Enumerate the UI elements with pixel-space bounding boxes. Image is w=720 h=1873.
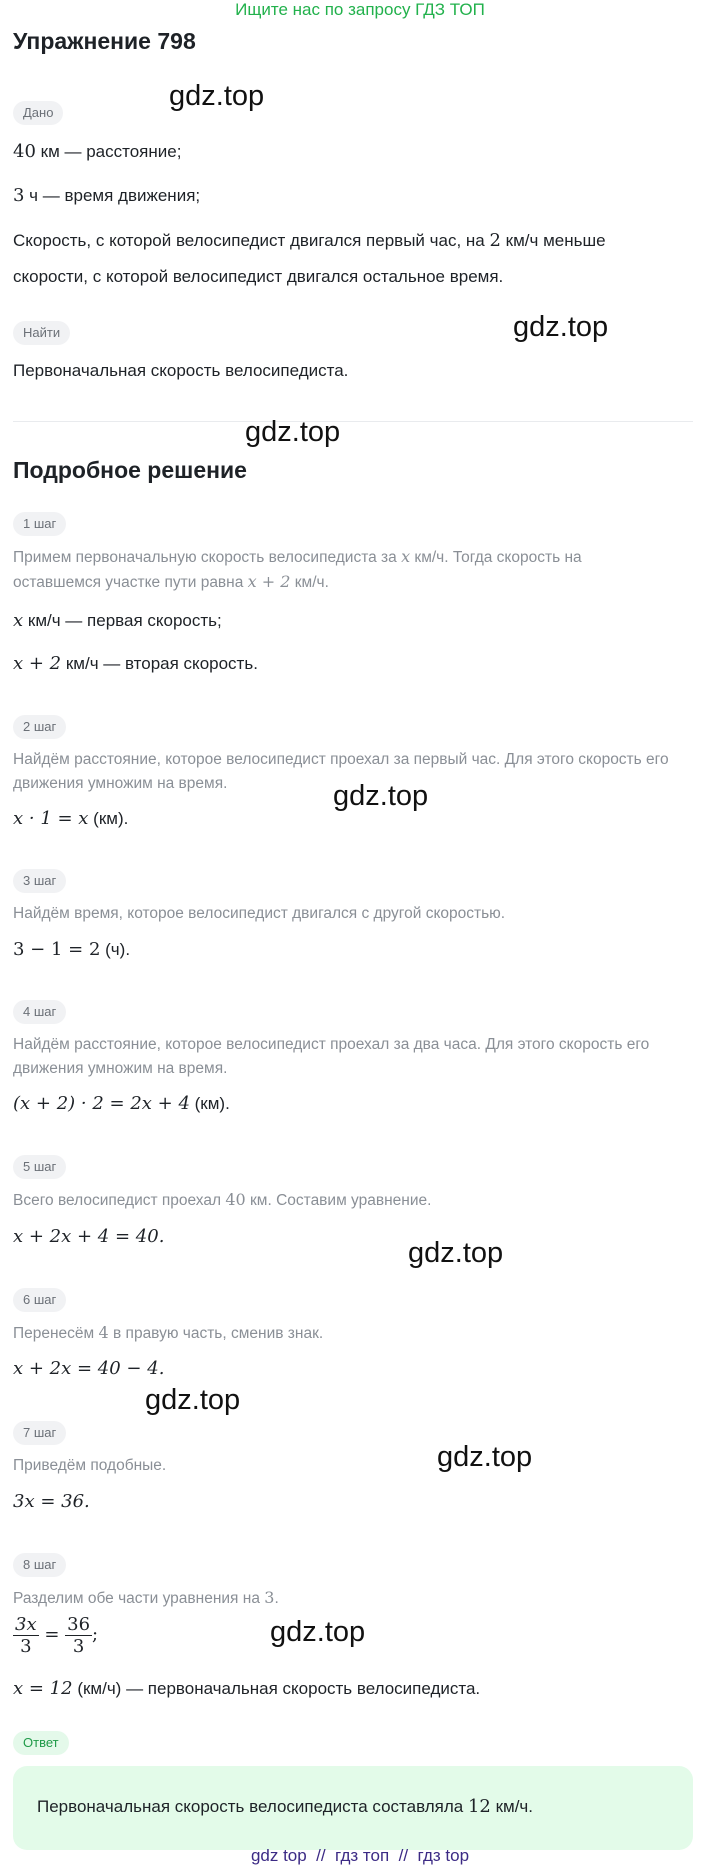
- step-1-line-2: x + 2 км/ч — вторая скорость.: [13, 653, 258, 674]
- given-line-distance: 40 км — расстояние;: [13, 141, 182, 162]
- step-3-badge: 3 шаг: [13, 869, 66, 893]
- search-banner[interactable]: Ищите нас по запросу ГДЗ ТОП: [235, 0, 485, 19]
- step-1-line-1: x км/ч — первая скорость;: [13, 610, 222, 631]
- fraction-right: $\frac{36}{3}$: [67, 1614, 91, 1657]
- given-line-speed-b: скорости, с которой велосипедист двигался остальное время.: [13, 267, 504, 286]
- step-4-badge: 4 шаг: [13, 1000, 66, 1024]
- divider: [13, 421, 693, 422]
- step-8-badge: 8 шаг: [13, 1553, 66, 1577]
- find-badge: Найти: [13, 321, 70, 345]
- watermark: gdz.top: [270, 1616, 366, 1648]
- watermark: gdz.top: [245, 416, 341, 448]
- step-6-hint: Перенесём 4 в правую часть, сменив знак.: [13, 1323, 324, 1342]
- fraction-left: $\frac{3x}{3}$: [15, 1614, 37, 1657]
- watermark: gdz.top: [333, 780, 429, 812]
- step-2-hint: Найдём расстояние, которое велосипедист проехал за первый час. Для этого скорость его движения умножим на время.: [13, 751, 669, 792]
- step-7-hint: Приведём подобные.: [13, 1457, 167, 1474]
- watermark: gdz.top: [437, 1441, 533, 1473]
- step-1-badge: 1 шаг: [13, 512, 66, 536]
- step-6-equation: x + 2x = 40 − 4.: [13, 1358, 165, 1379]
- step-1-hint: Примем первоначальную скорость велосипедиста за x км/ч. Тогда скорость на оставшемся участке пути равна x + 2 км/ч.: [13, 547, 582, 591]
- step-5-equation: x + 2x + 4 = 40.: [13, 1226, 165, 1247]
- watermark: gdz.top: [145, 1384, 241, 1416]
- solution-title: Подробное решение: [13, 457, 247, 483]
- given-line-time: 3 ч — время движения;: [13, 185, 201, 206]
- step-2-equation: x · 1 = x (км).: [13, 808, 129, 829]
- watermark: gdz.top: [513, 311, 609, 343]
- answer-text: Первоначальная скорость велосипедиста составляла 12 км/ч.: [37, 1796, 533, 1817]
- step-7-equation: 3x = 36.: [13, 1491, 90, 1512]
- step-5-badge: 5 шаг: [13, 1155, 66, 1179]
- watermark: gdz.top: [169, 80, 265, 112]
- given-badge: Дано: [13, 101, 63, 125]
- footer-links[interactable]: gdz top // гдз топ // гдз top: [250, 1846, 470, 1865]
- given-line-speed-a: Скорость, с которой велосипедист двигался первый час, на 2 км/ч меньше: [13, 230, 606, 251]
- step-2-badge: 2 шаг: [13, 715, 66, 739]
- answer-badge: Ответ: [13, 1731, 69, 1755]
- step-6-badge: 6 шаг: [13, 1288, 66, 1312]
- watermark: gdz.top: [408, 1237, 504, 1269]
- step-4-hint: Найдём расстояние, которое велосипедист проехал за два часа. Для этого скорость его движения умножим на время.: [13, 1036, 650, 1077]
- step-8-hint: Разделим обе части уравнения на 3.: [13, 1588, 279, 1607]
- page-title: Упражнение 798: [13, 28, 196, 54]
- step-4-equation: (x + 2) · 2 = 2x + 4 (км).: [13, 1093, 230, 1114]
- step-8-fraction-equation: $\frac{3x}{3}$ = $\frac{36}{3}$ ;: [15, 1614, 99, 1657]
- step-7-badge: 7 шаг: [13, 1421, 66, 1445]
- step-3-hint: Найдём время, которое велосипедист двигался с другой скоростью.: [13, 905, 506, 922]
- answer-box: [13, 1766, 693, 1850]
- step-8-result: x = 12 (км/ч) — первоначальная скорость велосипедиста.: [13, 1678, 481, 1699]
- step-3-equation: 3 − 1 = 2 (ч).: [13, 939, 131, 960]
- step-5-hint: Всего велосипедист проехал 40 км. Составим уравнение.: [13, 1190, 432, 1209]
- find-text: Первоначальная скорость велосипедиста.: [13, 361, 349, 380]
